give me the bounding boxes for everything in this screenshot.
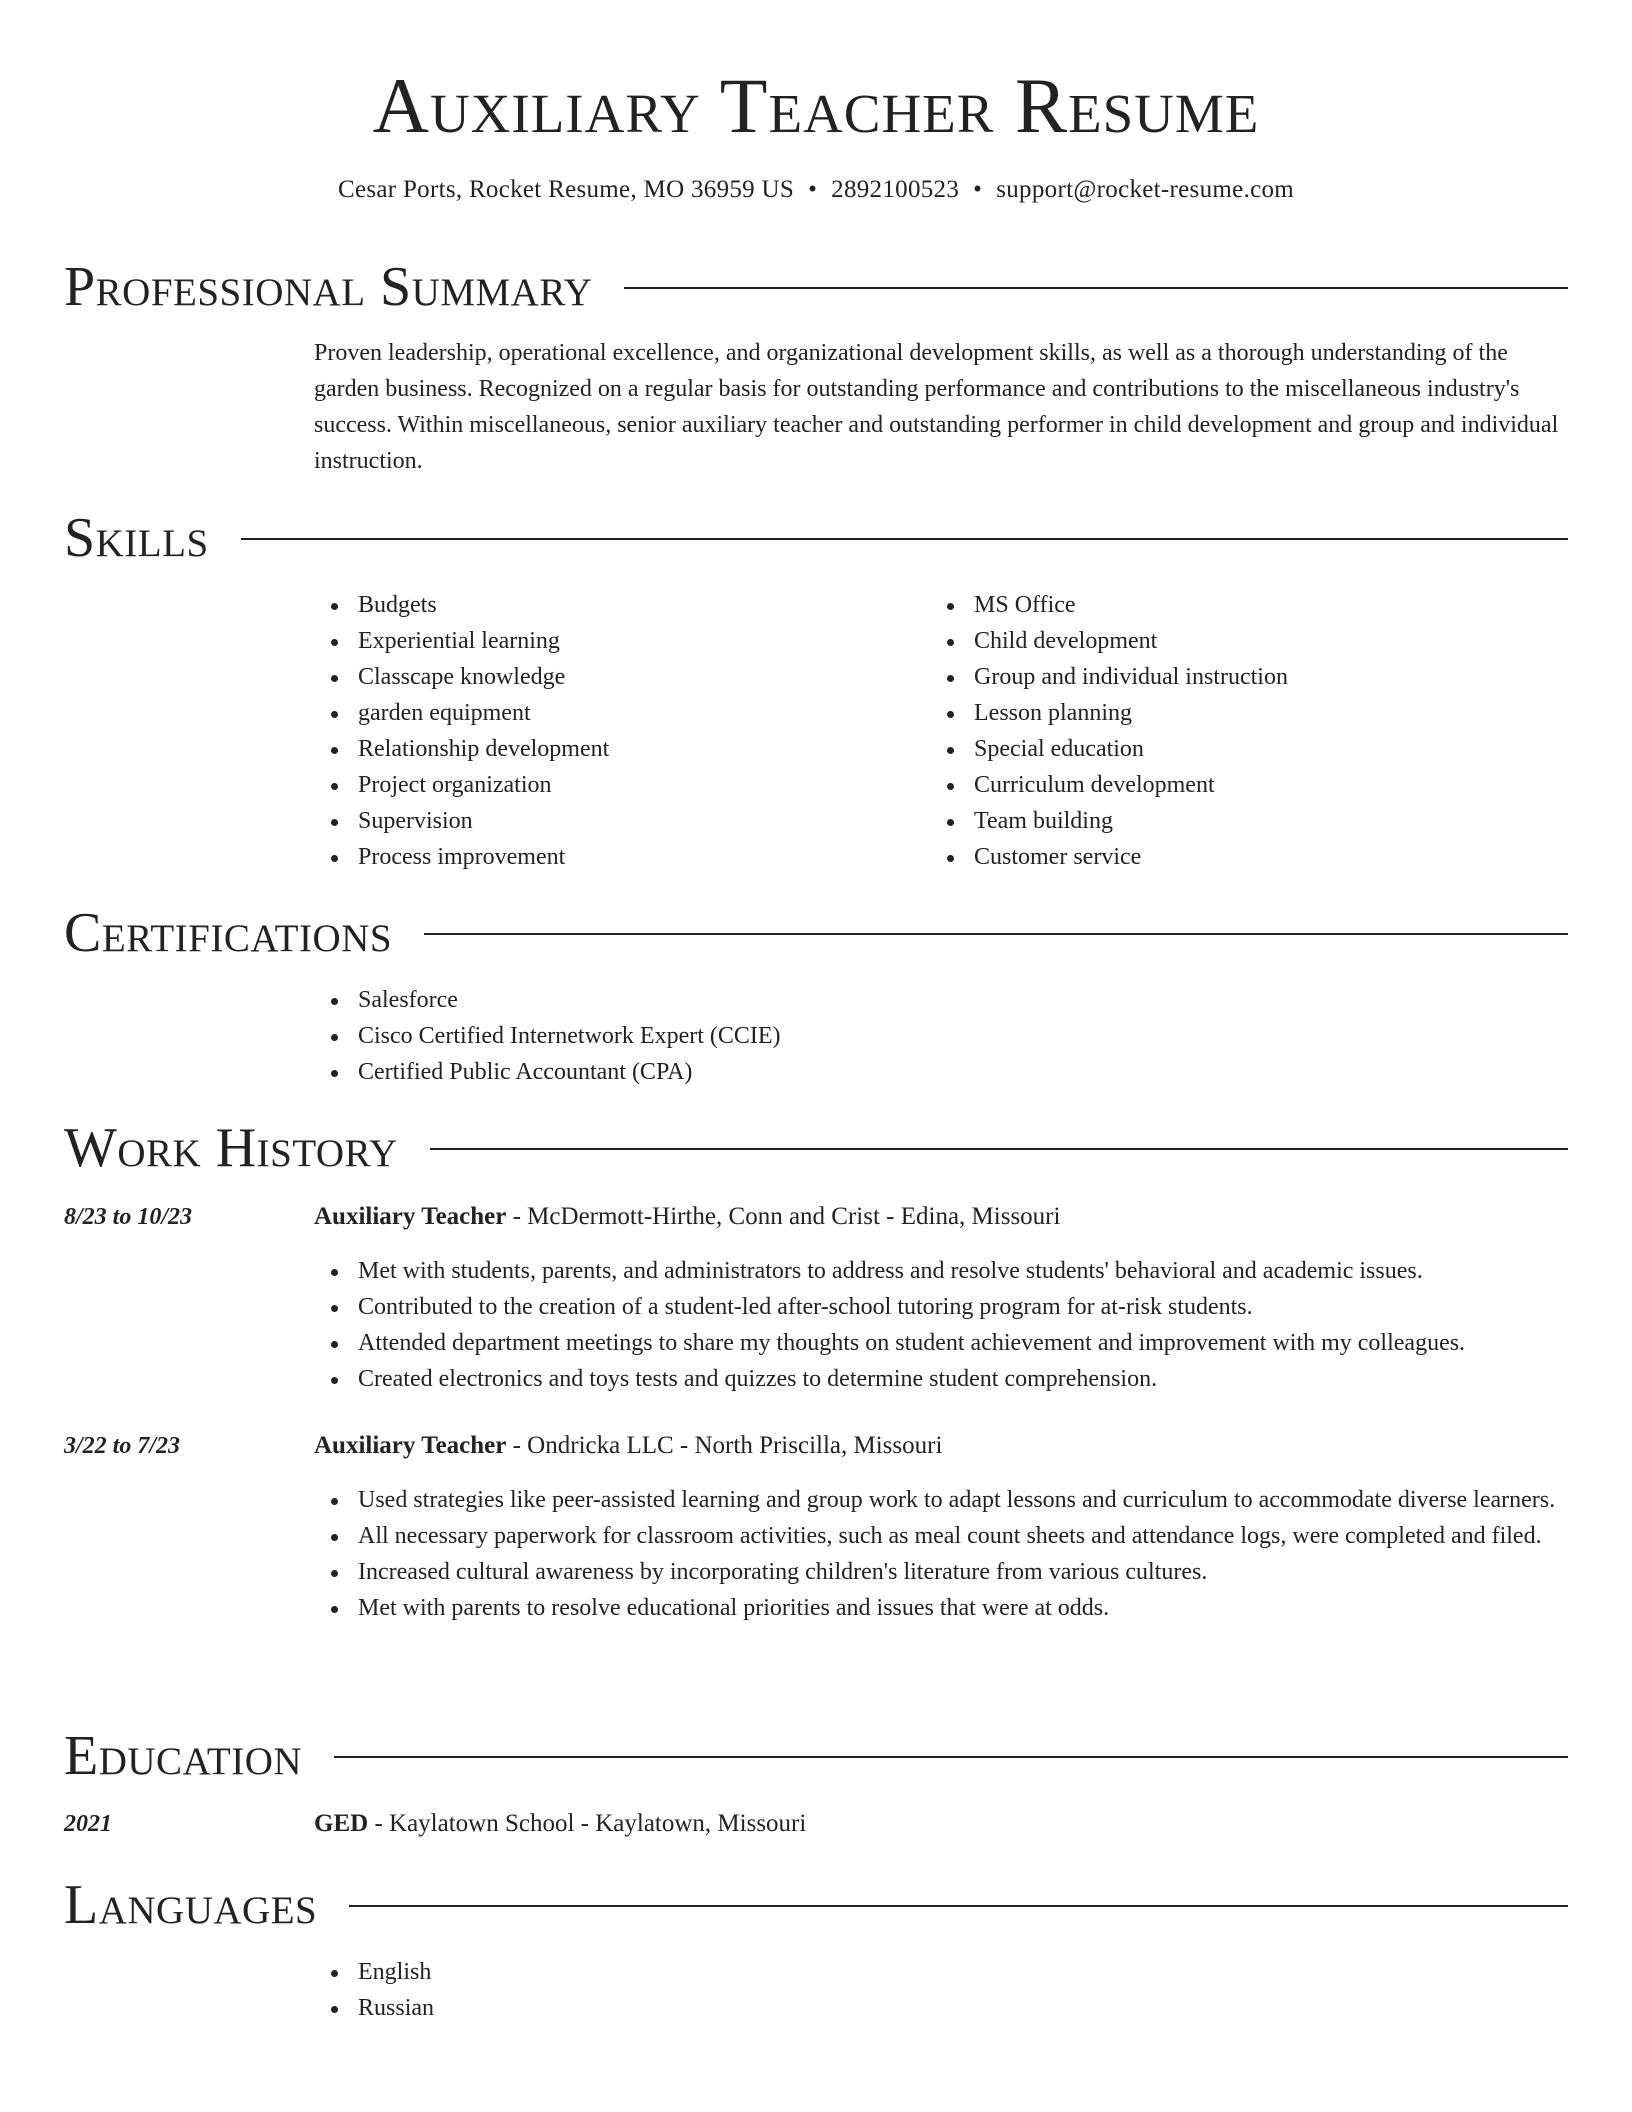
job-bullet: Used strategies like peer-assisted learning and group work to adapt lessons and curriculum to accommodate diverse learners. <box>314 1482 1570 1518</box>
job-bullet: Contributed to the creation of a student-led after-school tutoring program for at-risk students. <box>314 1289 1570 1325</box>
job-heading <box>314 1199 1570 1235</box>
section-divider <box>241 538 1568 540</box>
section-header-work-history <box>64 1113 1568 1183</box>
language-item: English <box>314 1954 1570 1990</box>
section-title-certifications: Certifications <box>64 902 393 964</box>
contact-separator: • <box>973 176 983 203</box>
contact-phone: 2892100523 <box>831 176 960 203</box>
skill-item: Experiential learning <box>314 623 930 659</box>
section-divider <box>430 1148 1568 1150</box>
job-bullets-block <box>314 1482 1570 1626</box>
section-header-skills <box>64 503 1568 573</box>
job-bullet: Increased cultural awareness by incorporating children's literature from various cultures. <box>314 1554 1570 1590</box>
skill-item: Budgets <box>314 587 930 623</box>
job-employer: - McDermott-Hirthe, Conn and Crist - Edina, Missouri <box>506 1203 1061 1230</box>
section-title-work-history: Work History <box>64 1117 398 1179</box>
section-header-languages <box>64 1870 1568 1940</box>
skill-item: garden equipment <box>314 695 930 731</box>
languages-block <box>314 1954 1570 2026</box>
skill-item: Customer service <box>930 839 1546 875</box>
section-divider <box>349 1905 1568 1907</box>
languages-list <box>314 1954 1570 2026</box>
skills-list-left <box>314 587 930 875</box>
skill-item: Curriculum development <box>930 767 1546 803</box>
job-employer: - Ondricka LLC - North Priscilla, Missouri <box>506 1432 943 1459</box>
skill-item: Group and individual instruction <box>930 659 1546 695</box>
job-bullets-block <box>314 1253 1570 1397</box>
job-dates: 8/23 to 10/23 <box>64 1204 193 1230</box>
skill-item: Relationship development <box>314 731 930 767</box>
job-bullet: Met with parents to resolve educational priorities and issues that were at odds. <box>314 1590 1570 1626</box>
certifications-list <box>314 982 1570 1090</box>
certification-item: Certified Public Accountant (CPA) <box>314 1054 1570 1090</box>
skill-item: Team building <box>930 803 1546 839</box>
certification-item: Cisco Certified Internetwork Expert (CCIE) <box>314 1018 1570 1054</box>
contact-email: support@rocket-resume.com <box>996 176 1295 203</box>
section-divider <box>334 1756 1568 1758</box>
skills-grid <box>314 587 1570 875</box>
section-header-education <box>64 1721 1568 1791</box>
skills-list-right <box>930 587 1546 875</box>
contact-address: Cesar Ports, Rocket Resume, MO 36959 US <box>337 176 795 203</box>
job-title: Auxiliary Teacher <box>314 1203 507 1230</box>
skill-item: Child development <box>930 623 1546 659</box>
certifications-block <box>314 982 1570 1090</box>
skill-item: Special education <box>930 731 1546 767</box>
education-school: - Kaylatown School - Kaylatown, Missouri <box>368 1810 807 1837</box>
education-year: 2021 <box>64 1811 112 1837</box>
section-title-summary: Professional Summary <box>64 256 593 318</box>
job-bullets <box>314 1482 1570 1626</box>
job-bullet: Created electronics and toys tests and quizzes to determine student comprehension. <box>314 1361 1570 1397</box>
summary-text: Proven leadership, operational excellence, and organizational development skills, as well as a thorough understanding of the garden business. Recognized on a regular basis for outstanding performance and contributions to the miscellaneous industry's success. Within miscellaneous, senior auxiliary teacher and outstanding performer in child development and group and individual instruction. <box>314 340 1559 474</box>
education-degree: GED <box>314 1810 369 1837</box>
education-heading <box>314 1806 1570 1842</box>
certification-item: Salesforce <box>314 982 1570 1018</box>
section-divider <box>624 287 1568 289</box>
section-title-education: Education <box>64 1725 303 1787</box>
contact-line <box>0 172 1632 208</box>
section-title-skills: Skills <box>64 507 209 569</box>
skill-item: Project organization <box>314 767 930 803</box>
skill-item: Classcape knowledge <box>314 659 930 695</box>
job-title: Auxiliary Teacher <box>314 1432 507 1459</box>
job-bullet: Attended department meetings to share my thoughts on student achievement and improvement with my colleagues. <box>314 1325 1570 1361</box>
resume-title: Auxiliary Teacher Resume <box>372 62 1260 149</box>
language-item: Russian <box>314 1990 1570 2026</box>
skills-block <box>314 587 1570 875</box>
summary-block <box>314 335 1570 479</box>
job-heading <box>314 1428 1570 1464</box>
job-bullet: All necessary paperwork for classroom activities, such as meal count sheets and attendance logs, were completed and filed. <box>314 1518 1570 1554</box>
job-bullet: Met with students, parents, and administrators to address and resolve students' behavioral and academic issues. <box>314 1253 1570 1289</box>
section-divider <box>424 933 1568 935</box>
job-dates: 3/22 to 7/23 <box>64 1433 181 1459</box>
skill-item: Process improvement <box>314 839 930 875</box>
section-header-certifications <box>64 898 1568 968</box>
section-header-summary <box>64 252 1568 322</box>
contact-separator: • <box>808 176 818 203</box>
section-title-languages: Languages <box>64 1874 318 1936</box>
skill-item: MS Office <box>930 587 1546 623</box>
skill-item: Supervision <box>314 803 930 839</box>
job-bullets <box>314 1253 1570 1397</box>
skill-item: Lesson planning <box>930 695 1546 731</box>
